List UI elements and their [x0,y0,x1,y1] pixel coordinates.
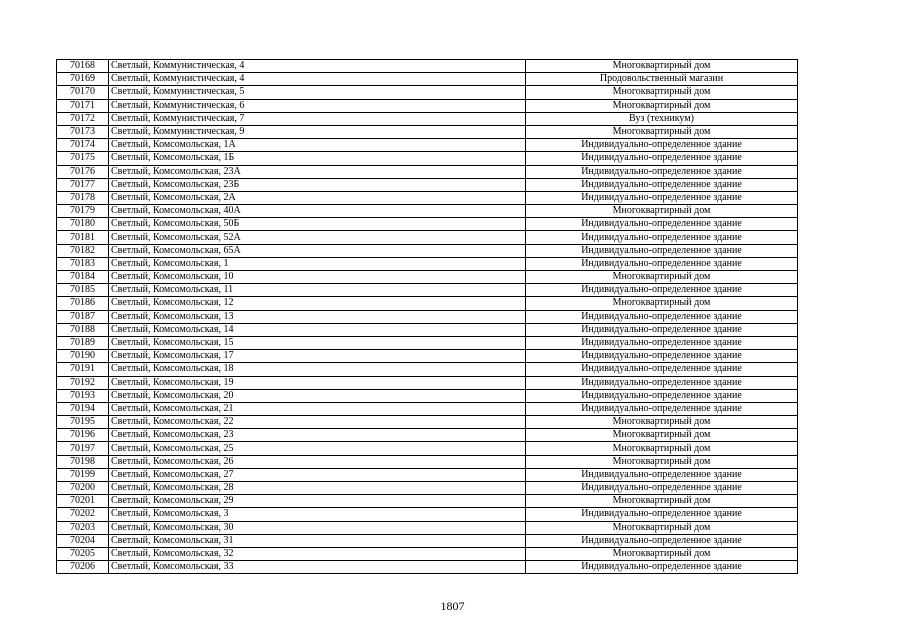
table-row [57,205,798,218]
row-id-cell: 70199 [57,468,109,481]
table-row [57,495,798,508]
table-row [57,297,798,310]
row-building-type-cell: Индивидуально-определенное здание [526,257,798,270]
row-id-cell: 70201 [57,495,109,508]
row-address-cell: Светлый, Коммунистическая, 4 [109,60,526,73]
row-building-type-cell: Индивидуально-определенное здание [526,165,798,178]
row-address-cell: Светлый, Комсомольская, 23Б [109,178,526,191]
table-row [57,508,798,521]
row-id-cell: 70205 [57,547,109,560]
table-row [57,482,798,495]
row-address-cell: Светлый, Комсомольская, 23А [109,165,526,178]
row-address-cell: Светлый, Комсомольская, 15 [109,336,526,349]
table-row [57,561,798,574]
row-building-type-cell: Индивидуально-определенное здание [526,218,798,231]
table-row [57,152,798,165]
row-building-type-cell: Индивидуально-определенное здание [526,389,798,402]
row-id-cell: 70196 [57,429,109,442]
row-address-cell: Светлый, Комсомольская, 2А [109,191,526,204]
row-id-cell: 70170 [57,86,109,99]
row-building-type-cell: Многоквартирный дом [526,442,798,455]
row-building-type-cell: Индивидуально-определенное здание [526,534,798,547]
row-address-cell: Светлый, Комсомольская, 14 [109,323,526,336]
row-id-cell: 70202 [57,508,109,521]
table-row [57,178,798,191]
row-address-cell: Светлый, Комсомольская, 65А [109,244,526,257]
row-id-cell: 70180 [57,218,109,231]
row-building-type-cell: Индивидуально-определенное здание [526,284,798,297]
table-row [57,244,798,257]
row-id-cell: 70172 [57,112,109,125]
table-row [57,125,798,138]
table-row [57,73,798,86]
row-address-cell: Светлый, Комсомольская, 31 [109,534,526,547]
table-row [57,389,798,402]
row-building-type-cell: Многоквартирный дом [526,429,798,442]
table-row [57,402,798,415]
row-address-cell: Светлый, Комсомольская, 23 [109,429,526,442]
row-address-cell: Светлый, Комсомольская, 30 [109,521,526,534]
row-id-cell: 70178 [57,191,109,204]
row-address-cell: Светлый, Комсомольская, 17 [109,350,526,363]
row-address-cell: Светлый, Комсомольская, 32 [109,547,526,560]
table-row [57,60,798,73]
row-building-type-cell: Индивидуально-определенное здание [526,482,798,495]
row-building-type-cell: Индивидуально-определенное здание [526,468,798,481]
row-building-type-cell: Индивидуально-определенное здание [526,191,798,204]
row-id-cell: 70176 [57,165,109,178]
row-address-cell: Светлый, Комсомольская, 1Б [109,152,526,165]
row-id-cell: 70192 [57,376,109,389]
row-id-cell: 70187 [57,310,109,323]
row-building-type-cell: Индивидуально-определенное здание [526,244,798,257]
row-address-cell: Светлый, Коммунистическая, 6 [109,99,526,112]
row-building-type-cell: Многоквартирный дом [526,271,798,284]
row-id-cell: 70188 [57,323,109,336]
row-building-type-cell: Многоквартирный дом [526,205,798,218]
row-building-type-cell: Многоквартирный дом [526,455,798,468]
row-building-type-cell: Многоквартирный дом [526,99,798,112]
table-row [57,547,798,560]
table-row [57,310,798,323]
registry-table-body [57,60,798,574]
row-id-cell: 70186 [57,297,109,310]
row-address-cell: Светлый, Комсомольская, 26 [109,455,526,468]
table-row [57,323,798,336]
row-building-type-cell: Многоквартирный дом [526,521,798,534]
row-building-type-cell: Индивидуально-определенное здание [526,323,798,336]
row-id-cell: 70184 [57,271,109,284]
row-address-cell: Светлый, Комсомольская, 21 [109,402,526,415]
page-number: 1807 [440,599,465,613]
table-row [57,99,798,112]
table-row [57,139,798,152]
row-building-type-cell: Многоквартирный дом [526,297,798,310]
row-building-type-cell: Многоквартирный дом [526,86,798,99]
row-id-cell: 70198 [57,455,109,468]
table-row [57,165,798,178]
row-address-cell: Светлый, Коммунистическая, 7 [109,112,526,125]
row-building-type-cell: Многоквартирный дом [526,125,798,138]
row-building-type-cell: Индивидуально-определенное здание [526,363,798,376]
row-address-cell: Светлый, Комсомольская, 10 [109,271,526,284]
row-building-type-cell: Индивидуально-определенное здание [526,152,798,165]
row-address-cell: Светлый, Коммунистическая, 4 [109,73,526,86]
table-row [57,442,798,455]
row-building-type-cell: Индивидуально-определенное здание [526,350,798,363]
table-row [57,416,798,429]
row-building-type-cell: Индивидуально-определенное здание [526,139,798,152]
row-building-type-cell: Многоквартирный дом [526,547,798,560]
row-id-cell: 70194 [57,402,109,415]
row-id-cell: 70173 [57,125,109,138]
row-id-cell: 70171 [57,99,109,112]
row-address-cell: Светлый, Комсомольская, 3 [109,508,526,521]
row-id-cell: 70193 [57,389,109,402]
row-address-cell: Светлый, Комсомольская, 33 [109,561,526,574]
row-address-cell: Светлый, Комсомольская, 12 [109,297,526,310]
table-row [57,271,798,284]
row-id-cell: 70175 [57,152,109,165]
row-address-cell: Светлый, Комсомольская, 20 [109,389,526,402]
row-building-type-cell: Индивидуально-определенное здание [526,561,798,574]
row-address-cell: Светлый, Комсомольская, 28 [109,482,526,495]
row-building-type-cell: Индивидуально-определенное здание [526,178,798,191]
row-address-cell: Светлый, Комсомольская, 18 [109,363,526,376]
table-row [57,363,798,376]
row-id-cell: 70168 [57,60,109,73]
row-address-cell: Светлый, Коммунистическая, 9 [109,125,526,138]
row-id-cell: 70177 [57,178,109,191]
row-building-type-cell: Индивидуально-определенное здание [526,402,798,415]
row-building-type-cell: Многоквартирный дом [526,60,798,73]
row-address-cell: Светлый, Комсомольская, 19 [109,376,526,389]
row-id-cell: 70190 [57,350,109,363]
table-row [57,521,798,534]
table-row [57,257,798,270]
row-address-cell: Светлый, Комсомольская, 27 [109,468,526,481]
row-address-cell: Светлый, Комсомольская, 40А [109,205,526,218]
row-building-type-cell: Вуз (техникум) [526,112,798,125]
registry-table [56,59,798,574]
row-id-cell: 70197 [57,442,109,455]
row-id-cell: 70191 [57,363,109,376]
row-address-cell: Светлый, Коммунистическая, 5 [109,86,526,99]
row-address-cell: Светлый, Комсомольская, 11 [109,284,526,297]
row-building-type-cell: Продовольственный магазин [526,73,798,86]
row-id-cell: 70203 [57,521,109,534]
table-row [57,429,798,442]
row-id-cell: 70206 [57,561,109,574]
row-building-type-cell: Многоквартирный дом [526,416,798,429]
table-row [57,468,798,481]
table-row [57,534,798,547]
row-id-cell: 70183 [57,257,109,270]
row-address-cell: Светлый, Комсомольская, 22 [109,416,526,429]
row-address-cell: Светлый, Комсомольская, 25 [109,442,526,455]
table-row [57,112,798,125]
row-id-cell: 70169 [57,73,109,86]
table-row [57,231,798,244]
row-id-cell: 70181 [57,231,109,244]
row-building-type-cell: Индивидуально-определенное здание [526,231,798,244]
row-id-cell: 70189 [57,336,109,349]
row-address-cell: Светлый, Комсомольская, 29 [109,495,526,508]
row-address-cell: Светлый, Комсомольская, 52А [109,231,526,244]
table-row [57,191,798,204]
table-row [57,455,798,468]
row-address-cell: Светлый, Комсомольская, 50Б [109,218,526,231]
row-address-cell: Светлый, Комсомольская, 1А [109,139,526,152]
table-row [57,376,798,389]
table-row [57,350,798,363]
table-row [57,336,798,349]
row-id-cell: 70204 [57,534,109,547]
row-id-cell: 70179 [57,205,109,218]
row-building-type-cell: Многоквартирный дом [526,495,798,508]
row-building-type-cell: Индивидуально-определенное здание [526,376,798,389]
row-id-cell: 70185 [57,284,109,297]
row-address-cell: Светлый, Комсомольская, 1 [109,257,526,270]
table-row [57,284,798,297]
row-id-cell: 70200 [57,482,109,495]
table-row [57,86,798,99]
row-building-type-cell: Индивидуально-определенное здание [526,508,798,521]
row-id-cell: 70182 [57,244,109,257]
row-id-cell: 70195 [57,416,109,429]
row-building-type-cell: Индивидуально-определенное здание [526,310,798,323]
table-row [57,218,798,231]
row-address-cell: Светлый, Комсомольская, 13 [109,310,526,323]
row-building-type-cell: Индивидуально-определенное здание [526,336,798,349]
row-id-cell: 70174 [57,139,109,152]
